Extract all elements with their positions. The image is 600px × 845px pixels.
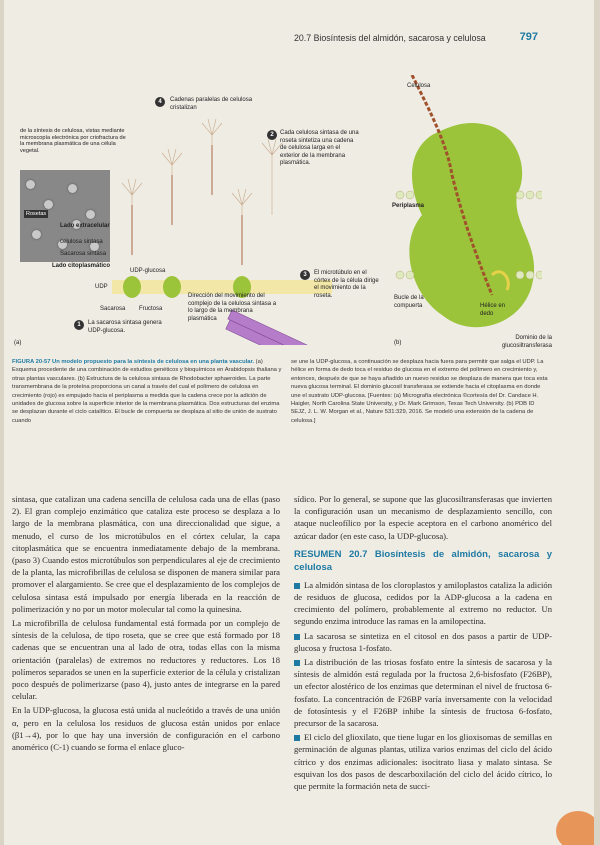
- textbook-page: [4, 0, 594, 845]
- step-4-marker: 4: [155, 97, 165, 107]
- body-column-left: [12, 493, 280, 755]
- figure-caption-right: se une la UDP-glucosa, a continuación se desplaza hacia fuera para permitir que salga el UDP. La hélice en forma de dedo toca el residuo de glucosa en el extremo del polímero en crecimiento y, entonces, después de que se haya añadido un nuevo residuo se desplaza de manera que toca esta nueva glucosa terminal. El dominio glucosil transferasa se extiende hacia el citoplasma en donde une el sustrato UDP-glucosa. [Fuentes: (a) Micrografía electrónica ©cortesía del Dr. Candace H. Haigler, North Carolina State University, y Dr. Mark Grimson, Texas Tech University. (b) PDB ID 5EJZ, J. L. W. Morgan et al., Nature 531:329, 2016. Se modeló una extensión de la cadena de celulosa.]: [291, 359, 548, 424]
- body-paragraph: La microfibrilla de celulosa fundamental está formada por un complejo de síntesis de la celulosa, de tipo roseta, que se cree que está formado por 18 cadenas que se encuentran una al lado de otra, todas ellas con la misma orientación (paralelas) de extremos no reductores y reductores. Los 18 polímeros separados se unen en la superficie exterior de la célula y cristalizan poco después de polimerizarse (paso 4), justo antes de integrarse en la pared celular.: [12, 618, 280, 702]
- sacarosa-label: Sacarosa: [100, 306, 126, 312]
- step-4-label: Cadenas paralelas de celulosa cristalizan: [170, 97, 253, 111]
- caption-lead: FIGURA 20-57 Un modelo propuesto para la síntesis de celulosa en una planta vascular.: [12, 359, 255, 365]
- lado-citoplasmatico: Lado citoplasmático: [52, 263, 111, 269]
- summary-item: El ciclo del glioxilato, que tiene lugar en los glioxisomas de semillas en germinación de algunas plantas, utiliza varios enzimas del ciclo del ácido cítrico y dos enzimas adicionales: isocitrato liasa y malato sintasa. Se esquivan los dos pasos de descarboxilación del ciclo del ácido cítrico, lo que permite la formación neta de succi-: [294, 732, 552, 792]
- bucle-label: Bucle de la compuerta: [394, 295, 424, 309]
- step-3-marker: 3: [300, 270, 310, 280]
- sacarosa-sintasa-label: Sacarosa sintasa: [60, 251, 107, 257]
- step-2-label: Cada celulosa sintasa de una roseta sintetiza una cadena de celulosa larga en el exterior de la membrana plasmática.: [280, 130, 359, 166]
- summary-item: La distribución de las triosas fosfato entre la síntesis de sacarosa y la síntesis de almidón está regulada por la fructosa 2,6-bisfosfato (F26BP), un efector alostérico de los enzimas que determinan el nivel de fructosa 6-fosfato. La concentración de F26BP varía inversamente con la velocidad de fotosíntesis y el F26BP inhibe la síntesis de fructosa 6-fosfato, precursor de la sacarosa.: [294, 657, 552, 729]
- dominio-label: Dominio de la glucosiltransferasa: [501, 335, 552, 349]
- summary-item: La almidón sintasa de los cloroplastos y amiloplastos cataliza la adición de residuos de glucosa, cedidos por la ADP-glucosa a la cadena en crecimiento del polímero, probablemente al extremo no reductor. Un segundo enzima introduce las ramas en la amilopectina.: [294, 579, 552, 627]
- bullet-icon: [294, 735, 300, 741]
- udp-glucosa-label: UDP-glucosa: [130, 268, 166, 274]
- panel-a-label: (a): [14, 340, 22, 346]
- panel-b-label: (b): [394, 340, 402, 346]
- body-paragraph: En la UDP-glucosa, la glucosa está unida al nucleótido a través de una unión α, pero en la celulosa los residuos de glucosa están unidos por enlace (β1→4), por lo que hay una inversión de configuración en el carbono anomérico (C-1) cuando se forma el enlace gluco-: [12, 705, 280, 753]
- figure-20-57: [12, 55, 552, 355]
- celulosa-sintasa-label: celulosa sintasa: [60, 239, 103, 245]
- rosetas-label: Rosetas: [26, 211, 47, 217]
- bullet-icon: [294, 583, 300, 589]
- step-1-label: La sacarosa sintasa genera UDP-glucosa.: [88, 320, 162, 334]
- body-paragraph: sídico. Por lo general, se supone que las glucosiltransferasas que invierten la configuración usan un mecanismo de desplazamiento sencillo, con ataque nucleofílico por la especie aceptora en el carbono anomérico del azúcar dador (en este caso, la UDP-glucosa).: [294, 494, 552, 541]
- micrograph-caption: de la síntesis de celulosa, vistas mediante microscopía electrónica por criofractura de la membrana plasmática de una célula vegetal.: [20, 128, 126, 155]
- udp-label: UDP: [95, 284, 108, 290]
- rosette-fibrils-5: [262, 139, 282, 215]
- orange-object: [556, 811, 594, 845]
- caption-body: (a) Esquema procedente de una combinación de estudios genéticos y bioquímicos en Arabidopsis thaliana y otras plantas vasculares. (b) Estructura de la celulosa sintasa de Rhodobacter sphaeroides. La parte transmembrana de la proteína proporciona un canal a través del cual el polímero de celulosa en crecimiento (rojo) es empujado hacia el periplasma a medida que la cadena crece por la adición de unidades de glucosa sobre la superficie interior de la membrana plasmática. Dos estructuras del enzima se desplazan durante el ciclo catalítico. El bucle de compuerta se desplaza al sitio de unión de sustrato cuando: [12, 359, 282, 424]
- membrane-band: [112, 280, 332, 294]
- helice-label: Hélice en dedo: [480, 303, 506, 317]
- running-header: 20.7 Biosíntesis del almidón, sacarosa y celulosa: [294, 33, 486, 43]
- page-number: 797: [519, 31, 538, 43]
- step-1-marker: 1: [74, 320, 84, 330]
- fructosa-label: Fructosa: [139, 306, 163, 312]
- figure-caption-left: [12, 358, 282, 425]
- direction-label: Dirección del movimiento del complejo de la celulosa sintasa a lo largo de la membrana plasmática: [188, 293, 277, 322]
- body-paragraph: sintasa, que catalizan una cadena sencilla de celulosa cada una de ellas (paso 2). El gran complejo enzimático que cataliza este proceso se desplaza a lo largo de la membrana plasmática, con una direccionalidad que sigue, a menudo, el curso de los microtúbulos en el córtex celular, la capa citoplasmática que se encuentra inmediatamente debajo de la membrana. (paso 3) Cuando estos microtúbulos son perpendiculares al eje de crecimiento de la planta, las microfibrillas de celulosa se disponen de manera similar para promover el alargamiento. Se cree que el desplazamiento de los complejos de celulosa sintasa está impulsado por energía liberada en la reacción de polimerización y no por un motor molecular tal como la quinesina.: [12, 494, 280, 614]
- summary-heading: RESUMEN 20.7 Biosíntesis de almidón, sacarosa y celulosa: [294, 548, 552, 574]
- step-3-label: El microtúbulo en el córtex de la célula dirige el movimiento de la roseta.: [314, 270, 379, 299]
- periplasma-label: Periplasma: [392, 203, 425, 209]
- bullet-icon: [294, 660, 300, 666]
- body-column-right: [294, 493, 552, 794]
- summary-item: La sacarosa se sintetiza en el citosol en dos pasos a partir de UDP-glucosa y fructosa 1-fosfato.: [294, 630, 552, 653]
- step-2-marker: 2: [267, 130, 277, 140]
- bullet-icon: [294, 634, 300, 640]
- celulosa-label: Celulosa: [407, 83, 431, 89]
- lado-extracelular: Lado extracelular: [60, 223, 110, 229]
